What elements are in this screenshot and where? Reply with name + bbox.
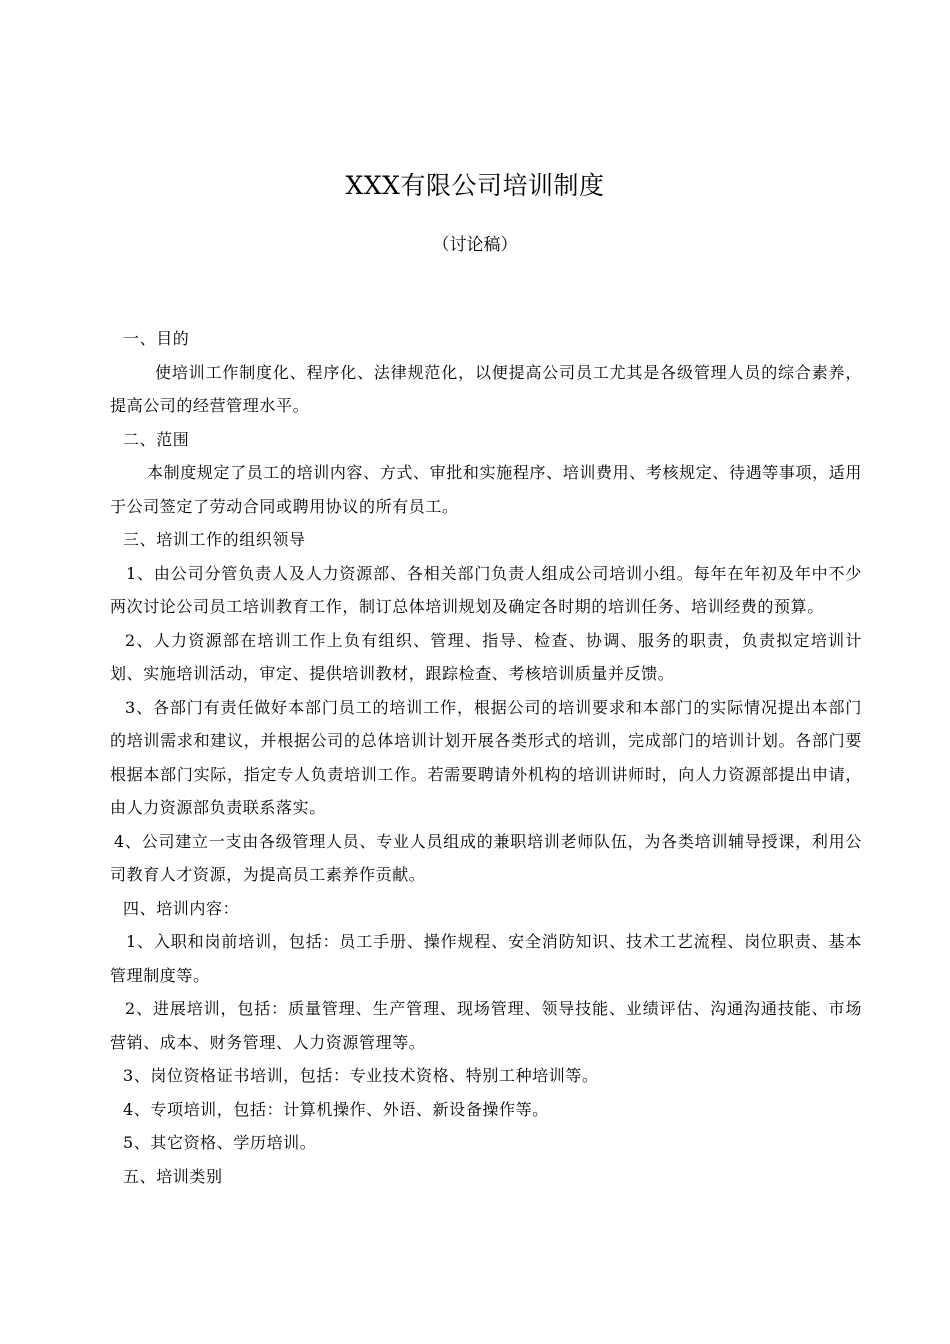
section-heading-content: 四、培训内容：	[123, 898, 240, 918]
paragraph-scope: 本制度规定了员工的培训内容、方式、审批和实施程序、培训费用、考核规定、待遇等事项，适用于公司签定了劳动合同或聘用协议的所有员工。	[110, 463, 862, 516]
section-heading-scope: 二、范围	[123, 429, 190, 449]
list-item-organization-2: 2、人力资源部在培训工作上负有组织、管理、指导、检查、协调、服务的职责，负责拟定培训计划、实施培训活动，审定、提供培训教材，跟踪检查、考核培训质量并反馈。	[110, 630, 862, 683]
document-body	[110, 322, 862, 1193]
list-item-organization-3: 3、各部门有责任做好本部门员工的培训工作，根据公司的培训要求和本部门的实际情况提出本部门的培训需求和建议，并根据公司的总体培训计划开展各类形式的培训，完成部门的培训计划。各部门要根据本部门实际，指定专人负责培训工作。若需要聘请外机构的培训讲师时，向人力资源部提出申请，由人力资源部负责联系落实。	[110, 697, 862, 817]
section-heading-organization: 三、培训工作的组织领导	[123, 530, 306, 549]
list-item-content-5: 5、其它资格、学历培训。	[123, 1133, 317, 1152]
document-title: XXX有限公司培训制度	[345, 171, 605, 200]
list-item-content-3: 3、岗位资格证书培训，包括：专业技术资格、特别工种培训等。	[123, 1066, 599, 1085]
list-item-content-4: 4、专项培训，包括：计算机操作、外语、新设备操作等。	[123, 1099, 549, 1119]
list-item-content-1: 1、入职和岗前培训，包括：员工手册、操作规程、安全消防知识、技术工艺流程、岗位职责、基本管理制度等。	[110, 932, 862, 985]
list-item-content-2: 2、进展培训，包括：质量管理、生产管理、现场管理、领导技能、业绩评估、沟通沟通技能、市场营销、成本、财务管理、人力资源管理等。	[110, 999, 862, 1052]
list-item-organization-1: 1、由公司分管负责人及人力资源部、各相关部门负责人组成公司培训小组。每年在年初及年中不少两次讨论公司员工培训教育工作，制订总体培训规划及确定各时期的培训任务、培训经费的预算。	[110, 563, 862, 616]
list-item-organization-4: 4、公司建立一支由各级管理人员、专业人员组成的兼职培训老师队伍，为各类培训辅导授课，利用公司教育人才资源，为提高员工素养作贡献。	[110, 831, 862, 884]
document-subtitle: （讨论稿）	[432, 235, 518, 255]
section-heading-purpose: 一、目的	[123, 329, 190, 348]
paragraph-purpose: 使培训工作制度化、程序化、法律规范化，以便提高公司员工尤其是各级管理人员的综合素养，提高公司的经营管理水平。	[110, 362, 862, 415]
section-heading-categories: 五、培训类别	[123, 1166, 223, 1186]
